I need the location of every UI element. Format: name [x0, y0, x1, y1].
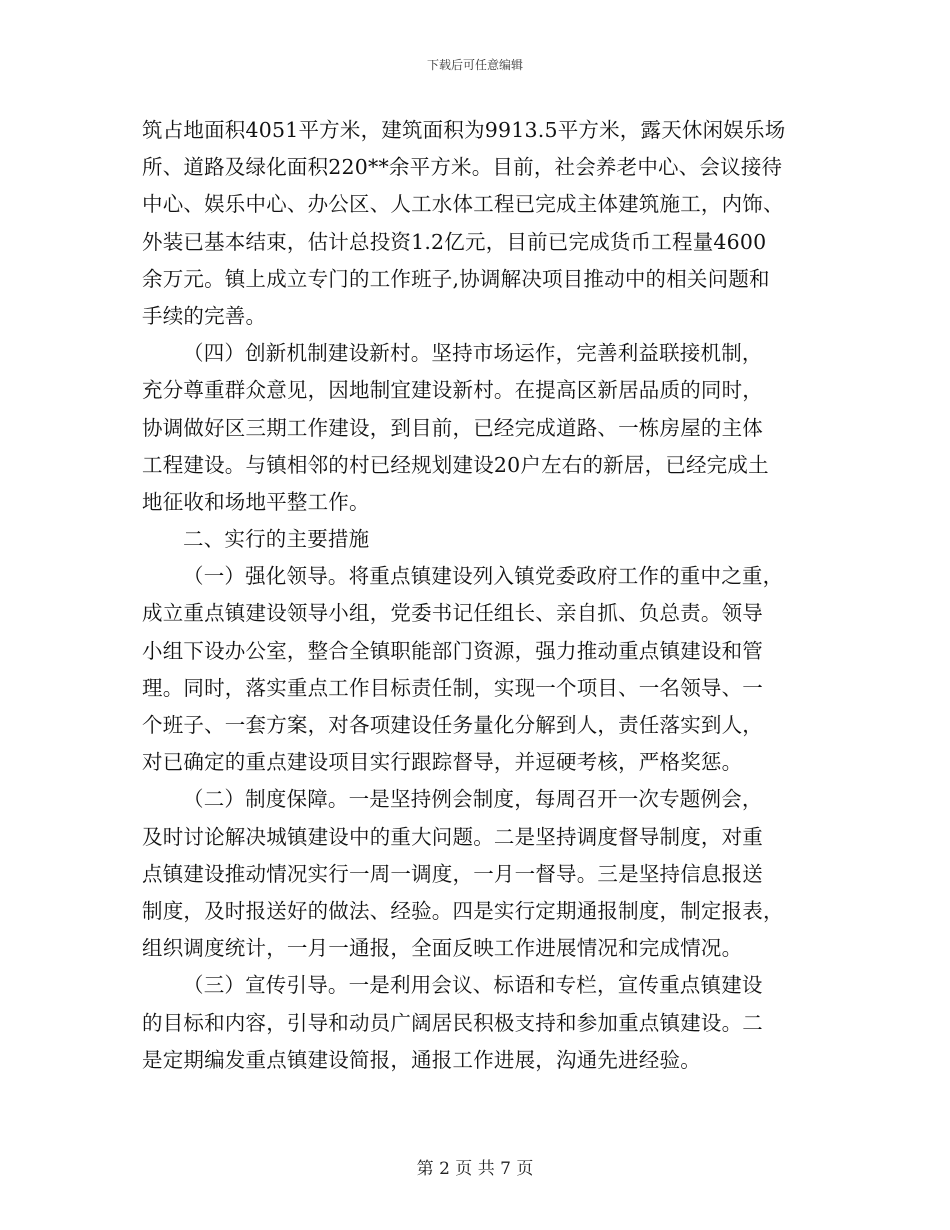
- text-line: （三）宣传引导。一是利用会议、标语和专栏，宣传重点镇建设: [183, 973, 763, 998]
- text-line: 小组下设办公室，整合全镇职能部门资源，强力推动重点镇建设和管: [142, 638, 763, 663]
- text-line: 外装已基本结束，估计总投资1.2亿元，目前已完成货币工程量4600: [142, 229, 767, 254]
- text-line: 个班子、一套方案，对各项建设任务量化分解到人，责任落实到人，: [142, 713, 763, 737]
- text-line: 制度，及时报送好的做法、经验。四是实行定期通报制度，制定报表，: [142, 898, 784, 923]
- text-line: （一）强化领导。将重点镇建设列入镇党委政府工作的重中之重，: [183, 564, 784, 589]
- text-line: 是定期编发重点镇建设简报，通报工作进展，沟通先进经验。: [142, 1047, 701, 1072]
- page-footer: 第 2 页 共 7 页: [416, 1159, 534, 1179]
- text-line: 点镇建设推动情况实行一周一调度，一月一督导。三是坚持信息报送: [142, 861, 763, 886]
- text-line: 手续的完善。: [142, 303, 267, 328]
- text-line: 工程建设。与镇相邻的村已经规划建设20户左右的新居，已经完成土: [142, 452, 769, 477]
- text-line: 筑占地面积4051平方米，建筑面积为9913.5平方米，露天休闲娱乐场: [142, 118, 786, 142]
- text-line: 组织调度统计，一月一通报，全面反映工作进展情况和完成情况。: [142, 936, 743, 961]
- text-line: （四）创新机制建设新村。坚持市场运作，完善利益联接机制，: [183, 341, 763, 366]
- text-line: 的目标和内容，引导和动员广阔居民积极支持和参加重点镇建设。二: [142, 1010, 763, 1035]
- page-header: 下载后可任意编辑: [426, 58, 523, 72]
- text-line: 对已确定的重点建设项目实行跟踪督导，并逗硬考核，严格奖惩。: [142, 750, 743, 775]
- text-line: 地征收和场地平整工作。: [142, 489, 370, 514]
- text-line: 协调做好区三期工作建设，到目前，已经完成道路、一栋房屋的主体: [142, 415, 763, 440]
- text-line: 二、实行的主要措施: [183, 527, 370, 552]
- text-line: 充分尊重群众意见，因地制宜建设新村。在提高区新居品质的同时，: [142, 378, 763, 403]
- text-line: 及时讨论解决城镇建设中的重大问题。二是坚持调度督导制度，对重: [142, 824, 763, 849]
- text-line: 理。同时，落实重点工作目标责任制，实现一个项目、一名领导、一: [142, 675, 763, 700]
- text-line: 成立重点镇建设领导小组，党委书记任组长、亲自抓、负总责。领导: [142, 601, 763, 626]
- text-line: 所、道路及绿化面积220**余平方米。目前，社会养老中心、会议接待: [142, 155, 783, 180]
- text-line: （二）制度保障。一是坚持例会制度，每周召开一次专题例会，: [183, 787, 763, 812]
- document-body: [142, 112, 810, 1079]
- text-line: 余万元。镇上成立专门的工作班子,协调解决项目推动中的相关问题和: [142, 266, 770, 291]
- text-line: 中心、娱乐中心、办公区、人工水体工程已完成主体建筑施工，内饰、: [142, 192, 784, 217]
